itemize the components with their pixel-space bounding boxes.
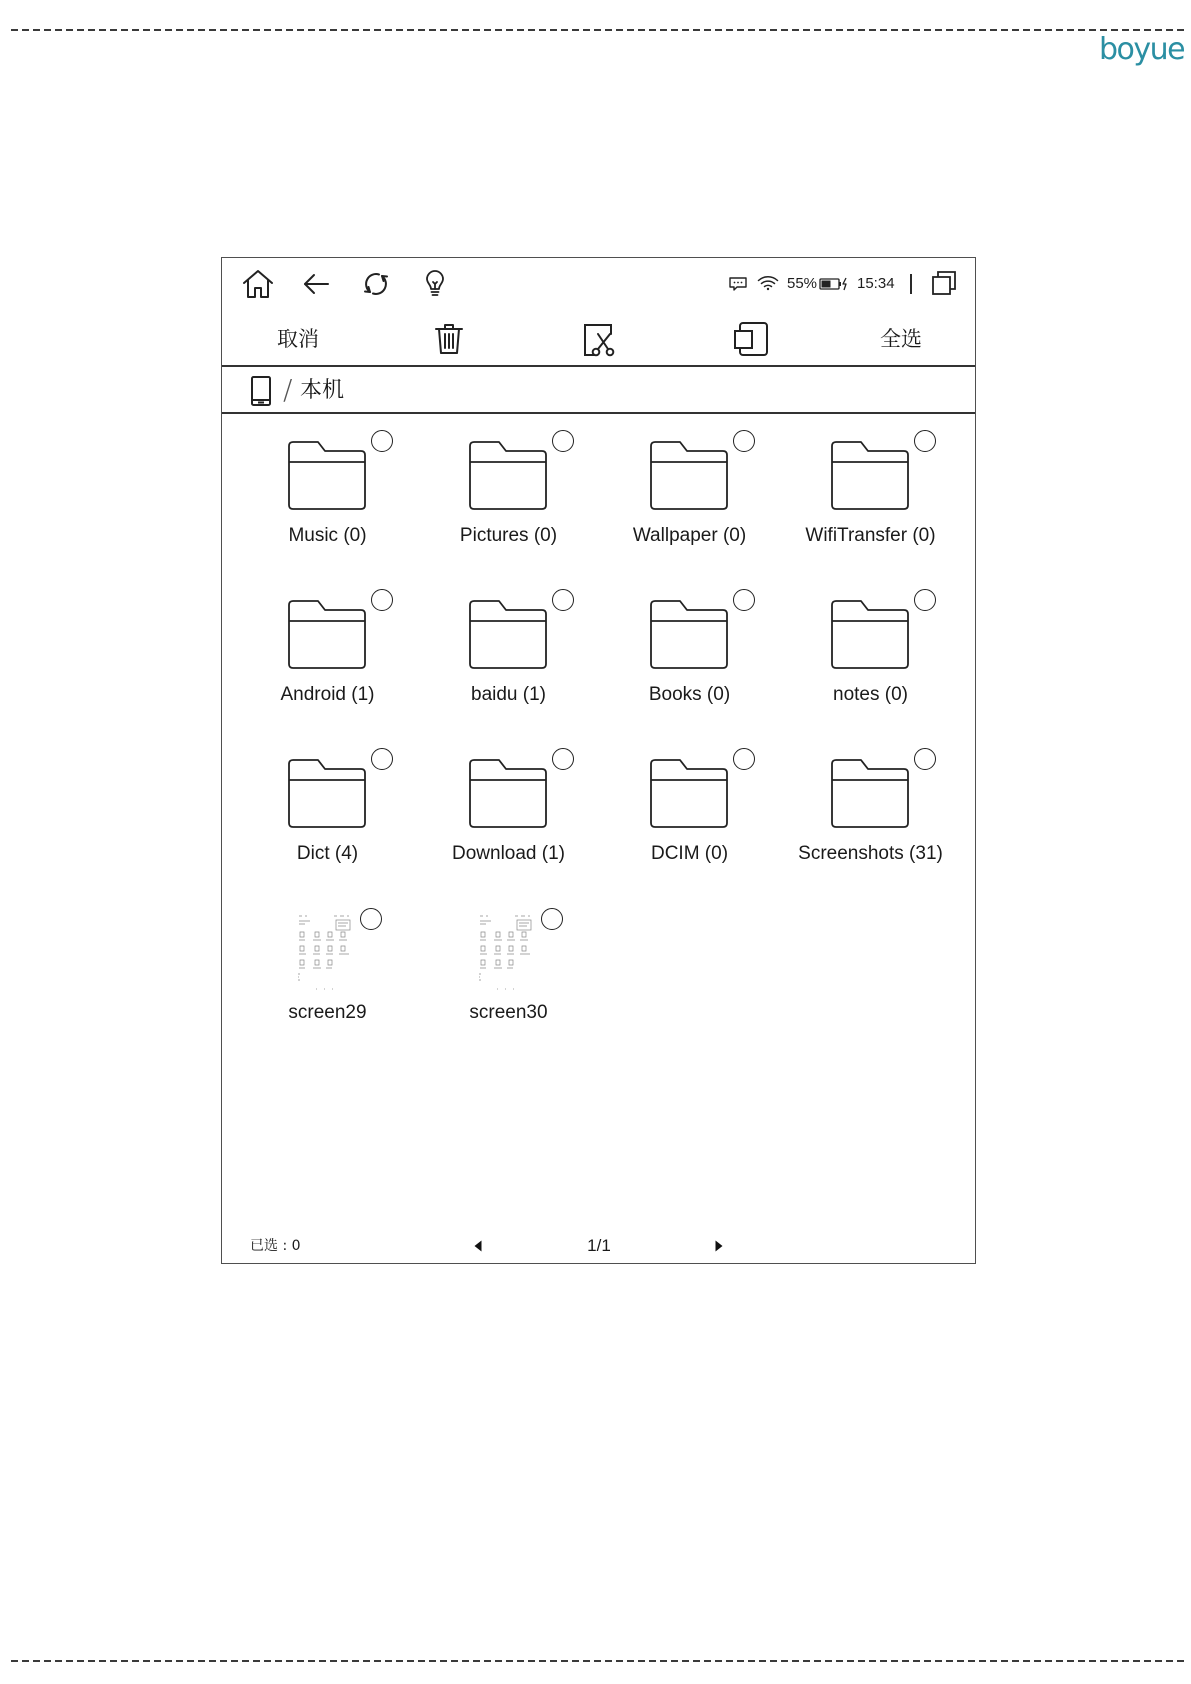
cancel-button[interactable]: 取消 [277,327,319,351]
folder-icon [287,758,367,830]
select-radio[interactable] [552,748,574,770]
bottom-dashed-rule [11,1660,1188,1662]
select-radio[interactable] [733,430,755,452]
folder-icon [287,599,367,671]
select-radio[interactable] [541,908,563,930]
device-icon[interactable] [250,375,272,407]
folder-tile[interactable] [237,746,418,905]
toolbar-divider [222,365,975,367]
folder-icon [468,440,548,512]
battery-percent: 55% [787,275,818,292]
file-tile-label: Wallpaper (0) [632,525,747,546]
breadcrumb-divider [222,412,975,414]
file-tile-label: baidu (1) [471,684,546,705]
select-radio[interactable] [733,748,755,770]
folder-tile[interactable] [599,587,780,746]
device-screen [221,257,976,1264]
folder-icon [468,758,548,830]
folder-tile[interactable] [599,428,780,587]
select-radio[interactable] [552,589,574,611]
file-tile-label: Music (0) [288,525,367,546]
cut-icon[interactable] [582,322,616,358]
file-tile-label: notes (0) [833,684,908,705]
select-radio[interactable] [371,589,393,611]
file-tile-label: Pictures (0) [459,525,558,546]
folder-icon [830,440,910,512]
bulb-icon[interactable] [424,270,446,298]
select-radio[interactable] [371,430,393,452]
message-icon[interactable] [728,276,748,292]
select-radio[interactable] [733,589,755,611]
triangle-right-icon[interactable] [715,1240,724,1253]
trash-icon[interactable] [434,322,464,356]
select-radio[interactable] [360,908,382,930]
page-indicator: 1/1 [587,1236,611,1255]
image-thumbnail [477,914,539,992]
file-tile-label: WifiTransfer (0) [805,525,936,546]
home-icon[interactable] [242,269,274,299]
top-dashed-rule [11,29,1188,31]
select-radio[interactable] [914,748,936,770]
folder-tile[interactable] [418,587,599,746]
window-icon[interactable] [931,270,957,296]
file-tile-label: screen29 [288,1002,367,1023]
file-tile-label: Screenshots (31) [798,843,943,864]
image-thumbnail [296,914,358,992]
folder-tile[interactable] [599,746,780,905]
select-radio[interactable] [914,589,936,611]
copy-icon[interactable] [733,321,769,357]
folder-tile[interactable] [780,746,961,905]
image-tile[interactable] [418,905,599,1064]
brand-logo: boyue [1099,32,1185,67]
status-divider [910,274,912,294]
folder-tile[interactable] [780,428,961,587]
file-tile-label: Books (0) [648,684,731,705]
file-tile-label: Android (1) [280,684,375,705]
select-radio[interactable] [371,748,393,770]
select-radio[interactable] [914,430,936,452]
image-tile[interactable] [237,905,418,1064]
folder-icon [649,440,729,512]
battery-charging-icon [819,277,849,291]
file-tile-label: Dict (4) [296,843,359,864]
folder-tile[interactable] [418,746,599,905]
select-radio[interactable] [552,430,574,452]
file-tile-label: DCIM (0) [650,843,729,864]
folder-tile[interactable] [237,587,418,746]
refresh-icon[interactable] [362,270,390,298]
folder-tile[interactable] [418,428,599,587]
file-tile-label: screen30 [469,1002,548,1023]
wifi-icon [757,275,779,291]
breadcrumb-location[interactable]: 本机 [300,378,345,403]
file-grid [237,428,961,1064]
triangle-left-icon[interactable] [474,1240,483,1253]
folder-tile[interactable] [780,587,961,746]
back-arrow-icon[interactable] [302,273,330,295]
selected-count: 已选 : 0 [250,1238,301,1254]
breadcrumb-separator: / [283,373,293,406]
clock-time: 15:34 [857,275,895,292]
file-tile-label: Download (1) [452,843,565,864]
folder-icon [649,758,729,830]
folder-icon [468,599,548,671]
folder-icon [830,599,910,671]
select-all-button[interactable]: 全选 [880,327,922,351]
folder-icon [287,440,367,512]
folder-icon [649,599,729,671]
folder-tile[interactable] [237,428,418,587]
folder-icon [830,758,910,830]
